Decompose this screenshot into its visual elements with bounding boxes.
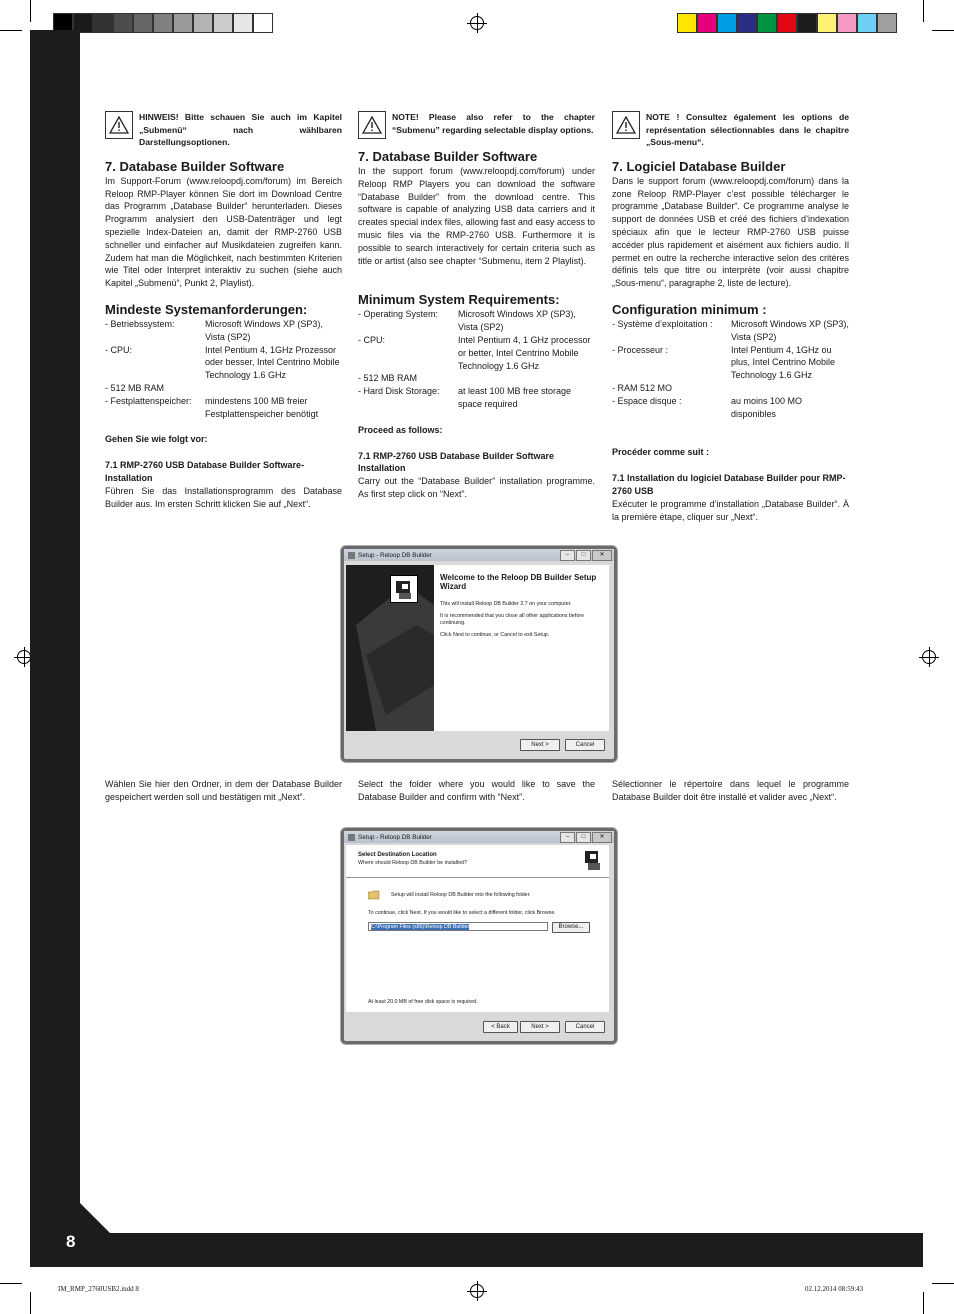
wizard-content [434, 565, 609, 731]
cancel-button[interactable]: Cancel [565, 739, 605, 751]
cancel-button[interactable]: Cancel [565, 1021, 605, 1033]
subsection-heading: 7.1 RMP-2760 USB Database Builder Software Installation [358, 450, 555, 474]
wizard-text: It is recommended that you close all other applications before continuing. [440, 613, 584, 626]
close-button[interactable]: ✕ [592, 550, 612, 561]
paragraph-de-2 [105, 778, 342, 804]
req-value: Microsoft Windows XP (SP3), Vista (SP2) [458, 309, 576, 333]
crop-mark [0, 1283, 22, 1284]
dialog-body [346, 878, 609, 1012]
app-icon [348, 552, 355, 559]
wizard-side-image [346, 565, 434, 731]
section-heading: 7. Database Builder Software [105, 158, 285, 174]
dialog-titlebar [344, 549, 614, 561]
color-swatch [877, 13, 897, 33]
side-bar [30, 30, 80, 1233]
dialog-titlebar [344, 831, 614, 843]
dialog-subheading: Where should Reloop DB Builder be installed? [358, 860, 467, 866]
note-text: HINWEIS! Bitte schauen Sie auch im Kapitel „Submenü“ nach wählbaren Darstellungsoptionen. [139, 112, 342, 148]
installer-box-icon [390, 575, 418, 603]
column-fr [612, 111, 849, 523]
req-value: au moins 100 MO disponibles [731, 395, 803, 419]
paragraph: Exécuter le programme d’installation „Database Builder“. À la première étape, cliquer sur „Next“. [612, 498, 849, 522]
color-swatch [93, 13, 113, 33]
paragraph: In the support forum (www.reloopdj.com/forum) under Reloop RMP Players you can download the software “Database Builder” from the download centre. This software is capable of analyzing USB data carriers and it creates special index files, allowing fast and easy access to music files via the RMP-2760 USB. Furthermore it is possible to search interactively for certain criteria such as title or artist (also see chapter “Submenu, item 2 Playlist). [358, 166, 595, 266]
app-icon [348, 834, 355, 841]
note-text: NOTE! Please also refer to the chapter “Submenu” regarding selectable display options. [392, 112, 595, 135]
req-key: - CPU: [358, 334, 385, 345]
color-swatch [153, 13, 173, 33]
dialog-heading: Select Destination Location [358, 852, 437, 858]
color-swatch [133, 13, 153, 33]
proceed-label: Proceed as follows: [358, 424, 443, 435]
crop-mark [932, 1283, 954, 1284]
paragraph: Führen Sie das Installationsprogramm des Database Builder aus. Im ersten Schritt klicken Sie auf „Next“. [105, 485, 342, 509]
color-swatch [857, 13, 877, 33]
color-swatch [253, 13, 273, 33]
req-value: Microsoft Windows XP (SP3), Vista (SP2) [205, 318, 323, 342]
req-value [205, 382, 342, 395]
footer-corner [80, 1203, 110, 1233]
note-box [105, 111, 342, 149]
wizard-text: This will install Reloop DB Builder 2.7 on your computer. [440, 601, 572, 607]
req-value [731, 382, 849, 395]
section-heading: 7. Database Builder Software [358, 149, 538, 164]
setup-destination-dialog [341, 828, 617, 1044]
disk-space-note: At least 20.0 MB of free disk space is required. [368, 999, 478, 1005]
page-number: 8 [66, 1232, 76, 1251]
proceed-label: Procéder comme suit : [612, 447, 710, 458]
requirements-list [358, 308, 595, 410]
wizard-heading: Welcome to the Reloop DB Builder Setup Wizard [440, 573, 597, 591]
req-key: - Festplattenspeicher: [105, 395, 192, 406]
req-key: - RAM 512 MO [612, 382, 673, 393]
warning-icon [105, 111, 133, 139]
warning-icon [612, 111, 640, 139]
destination-path-value: C:\Program Files (x86)\Reloop DB Builder [371, 924, 470, 930]
footer-file: IM_RMP_2760USB2.indd 8 [58, 1285, 139, 1293]
req-value: Intel Pentium 4, 1GHz ou plus, Intel Centrino Mobile Technology 1.6 GHz [731, 344, 836, 381]
proceed-label: Gehen Sie wie folgt vor: [105, 434, 208, 445]
installer-box-icon [581, 847, 605, 873]
subsection-heading: 7.1 Installation du logiciel Database Builder pour RMP-2760 USB [612, 473, 846, 496]
req-value: Microsoft Windows XP (SP3), Vista (SP2) [731, 318, 849, 342]
req-key: - 512 MB RAM [105, 382, 165, 393]
note-box [612, 111, 849, 149]
minimize-button[interactable]: – [560, 832, 575, 843]
req-key: - Hard Disk Storage: [358, 386, 440, 397]
note-box [358, 111, 595, 139]
color-swatch-strip [677, 13, 897, 33]
next-button[interactable]: Next > [520, 739, 560, 751]
crop-mark [0, 30, 22, 31]
dialog-header [346, 845, 609, 878]
next-button[interactable]: Next > [520, 1021, 560, 1033]
dialog-title: Setup - Reloop DB Builder [358, 833, 432, 841]
req-key: - Espace disque : [612, 395, 682, 406]
paragraph-en-2 [358, 778, 595, 804]
color-swatch [797, 13, 817, 33]
wizard-text: Click Next to continue, or Cancel to exit Setup. [440, 632, 550, 638]
paragraph: Wählen Sie hier den Ordner, in dem der Database Builder gespeichert werden soll und bestätigen mit „Next“. [105, 779, 342, 802]
footer-bar [30, 1233, 923, 1267]
warning-icon [358, 111, 386, 139]
dialog-title: Setup - Reloop DB Builder [358, 551, 432, 559]
color-swatch [757, 13, 777, 33]
footer-timestamp: 02.12.2014 08:59:43 [805, 1285, 864, 1293]
color-swatch [193, 13, 213, 33]
dialog-text: To continue, click Next. If you would like to select a different folder, click Browse. [368, 910, 556, 916]
color-swatch [737, 13, 757, 33]
crop-mark [932, 30, 954, 31]
req-value: Intel Pentium 4, 1 GHz processor or better, Intel Centrino Mobile Technology 1.6 GHz [458, 334, 591, 371]
req-value: Intel Pentium 4, 1GHz Prozessor oder besser, Intel Centrino Mobile Technology 1.6 GHz [205, 344, 340, 381]
back-button[interactable]: < Back [483, 1021, 518, 1033]
color-swatch [777, 13, 797, 33]
registration-mark-icon [922, 650, 936, 664]
registration-mark-icon [470, 1284, 484, 1298]
paragraph-fr-2 [612, 778, 849, 804]
maximize-button[interactable]: □ [576, 550, 591, 561]
paragraph: Dans le support forum (www.reloopdj.com/forum) dans la zone Reloop RMP-Player c’est possible télécharger le programme „Database Builder“. Ce programme analyse le support de données USB et créé des fichiers d’indexation spéciaux afin que le lecteur RMP-2760 USB puisse accéder plus rapidement et aisément aux fichiers audio. Il permet en outre la recherche interactive selon des critères définis tels que titre ou interprète (voir aussi chapitre „Sous-menu“, paragraphe 2, liste de lecture). [612, 175, 849, 289]
close-button[interactable]: ✕ [592, 832, 612, 843]
color-swatch [213, 13, 233, 33]
color-swatch [717, 13, 737, 33]
destination-path-input[interactable] [368, 922, 548, 931]
crop-mark [30, 0, 31, 22]
minimize-button[interactable]: – [560, 550, 575, 561]
section-heading: 7. Logiciel Database Builder [612, 158, 786, 174]
requirements-heading: Minimum System Requirements: [358, 292, 560, 308]
paragraph: Carry out the “Database Builder” installation programme. As first step click on “Next”. [358, 476, 595, 499]
registration-mark-icon [470, 16, 484, 30]
paragraph: Im Support-Forum (www.reloopdj.com/forum) im Bereich Reloop RMP-Player können Sie dort im Download Centre das Programm „Database Builder“ herunterladen. Dieses Programm analysiert den USB-Datenträger und legt spezielle Index-Dateien an, damit der RMP-2760 USB schneller und einfacher auf Musikdateien zugreifen kann. Zudem hat man die Möglichkeit, nach bestimmten Kriterien wie Titel oder Interpret interaktiv zu suchen (siehe auch Kapitel „Submenü“, Punkt 2, Playlist). [105, 175, 342, 289]
color-swatch [837, 13, 857, 33]
registration-mark-icon [17, 650, 31, 664]
crop-mark [923, 1292, 924, 1314]
req-key: - Betriebssystem: [105, 318, 175, 329]
requirements-heading: Mindeste Systemanforderungen: [105, 301, 308, 317]
req-key: - 512 MB RAM [358, 373, 418, 384]
requirements-list [105, 318, 342, 420]
req-key: - CPU: [105, 344, 132, 355]
req-key: - Operating System: [358, 309, 439, 320]
column-en [358, 111, 595, 501]
crop-mark [30, 1292, 31, 1314]
maximize-button[interactable]: □ [576, 832, 591, 843]
req-value: at least 100 MB free storage space required [458, 386, 572, 409]
requirements-list [612, 318, 849, 420]
dialog-text: Setup will install Reloop DB Builder into the following folder. [391, 892, 531, 898]
req-key: - Système d’exploitation : [612, 318, 713, 329]
color-swatch [677, 13, 697, 33]
color-swatch [697, 13, 717, 33]
setup-welcome-dialog [341, 546, 617, 762]
color-swatch [173, 13, 193, 33]
color-swatch [817, 13, 837, 33]
folder-icon [368, 890, 380, 902]
color-swatch [233, 13, 253, 33]
paragraph: Select the folder where you would like to save the Database Builder and confirm with “Next”. [358, 779, 595, 802]
column-de [105, 111, 342, 510]
paragraph: Sélectionner le répertoire dans lequel le programme Database Builder doit être installé et valider avec „Next“. [612, 779, 849, 802]
subsection-heading: 7.1 RMP-2760 USB Database Builder Software-Installation [105, 460, 305, 483]
crop-mark [923, 0, 924, 22]
requirements-heading: Configuration minimum : [612, 301, 767, 317]
color-swatch [113, 13, 133, 33]
browse-button[interactable]: Browse... [552, 922, 590, 933]
req-value [458, 372, 595, 385]
req-value: mindestens 100 MB freier Festplattenspeicher benötigt [205, 395, 319, 419]
req-key: - Processeur : [612, 344, 669, 355]
note-text: NOTE ! Consultez également les options de représentation sélectionnables dans le chapitre „Sous-menu“. [646, 112, 849, 148]
gray-swatch-strip [53, 13, 273, 33]
